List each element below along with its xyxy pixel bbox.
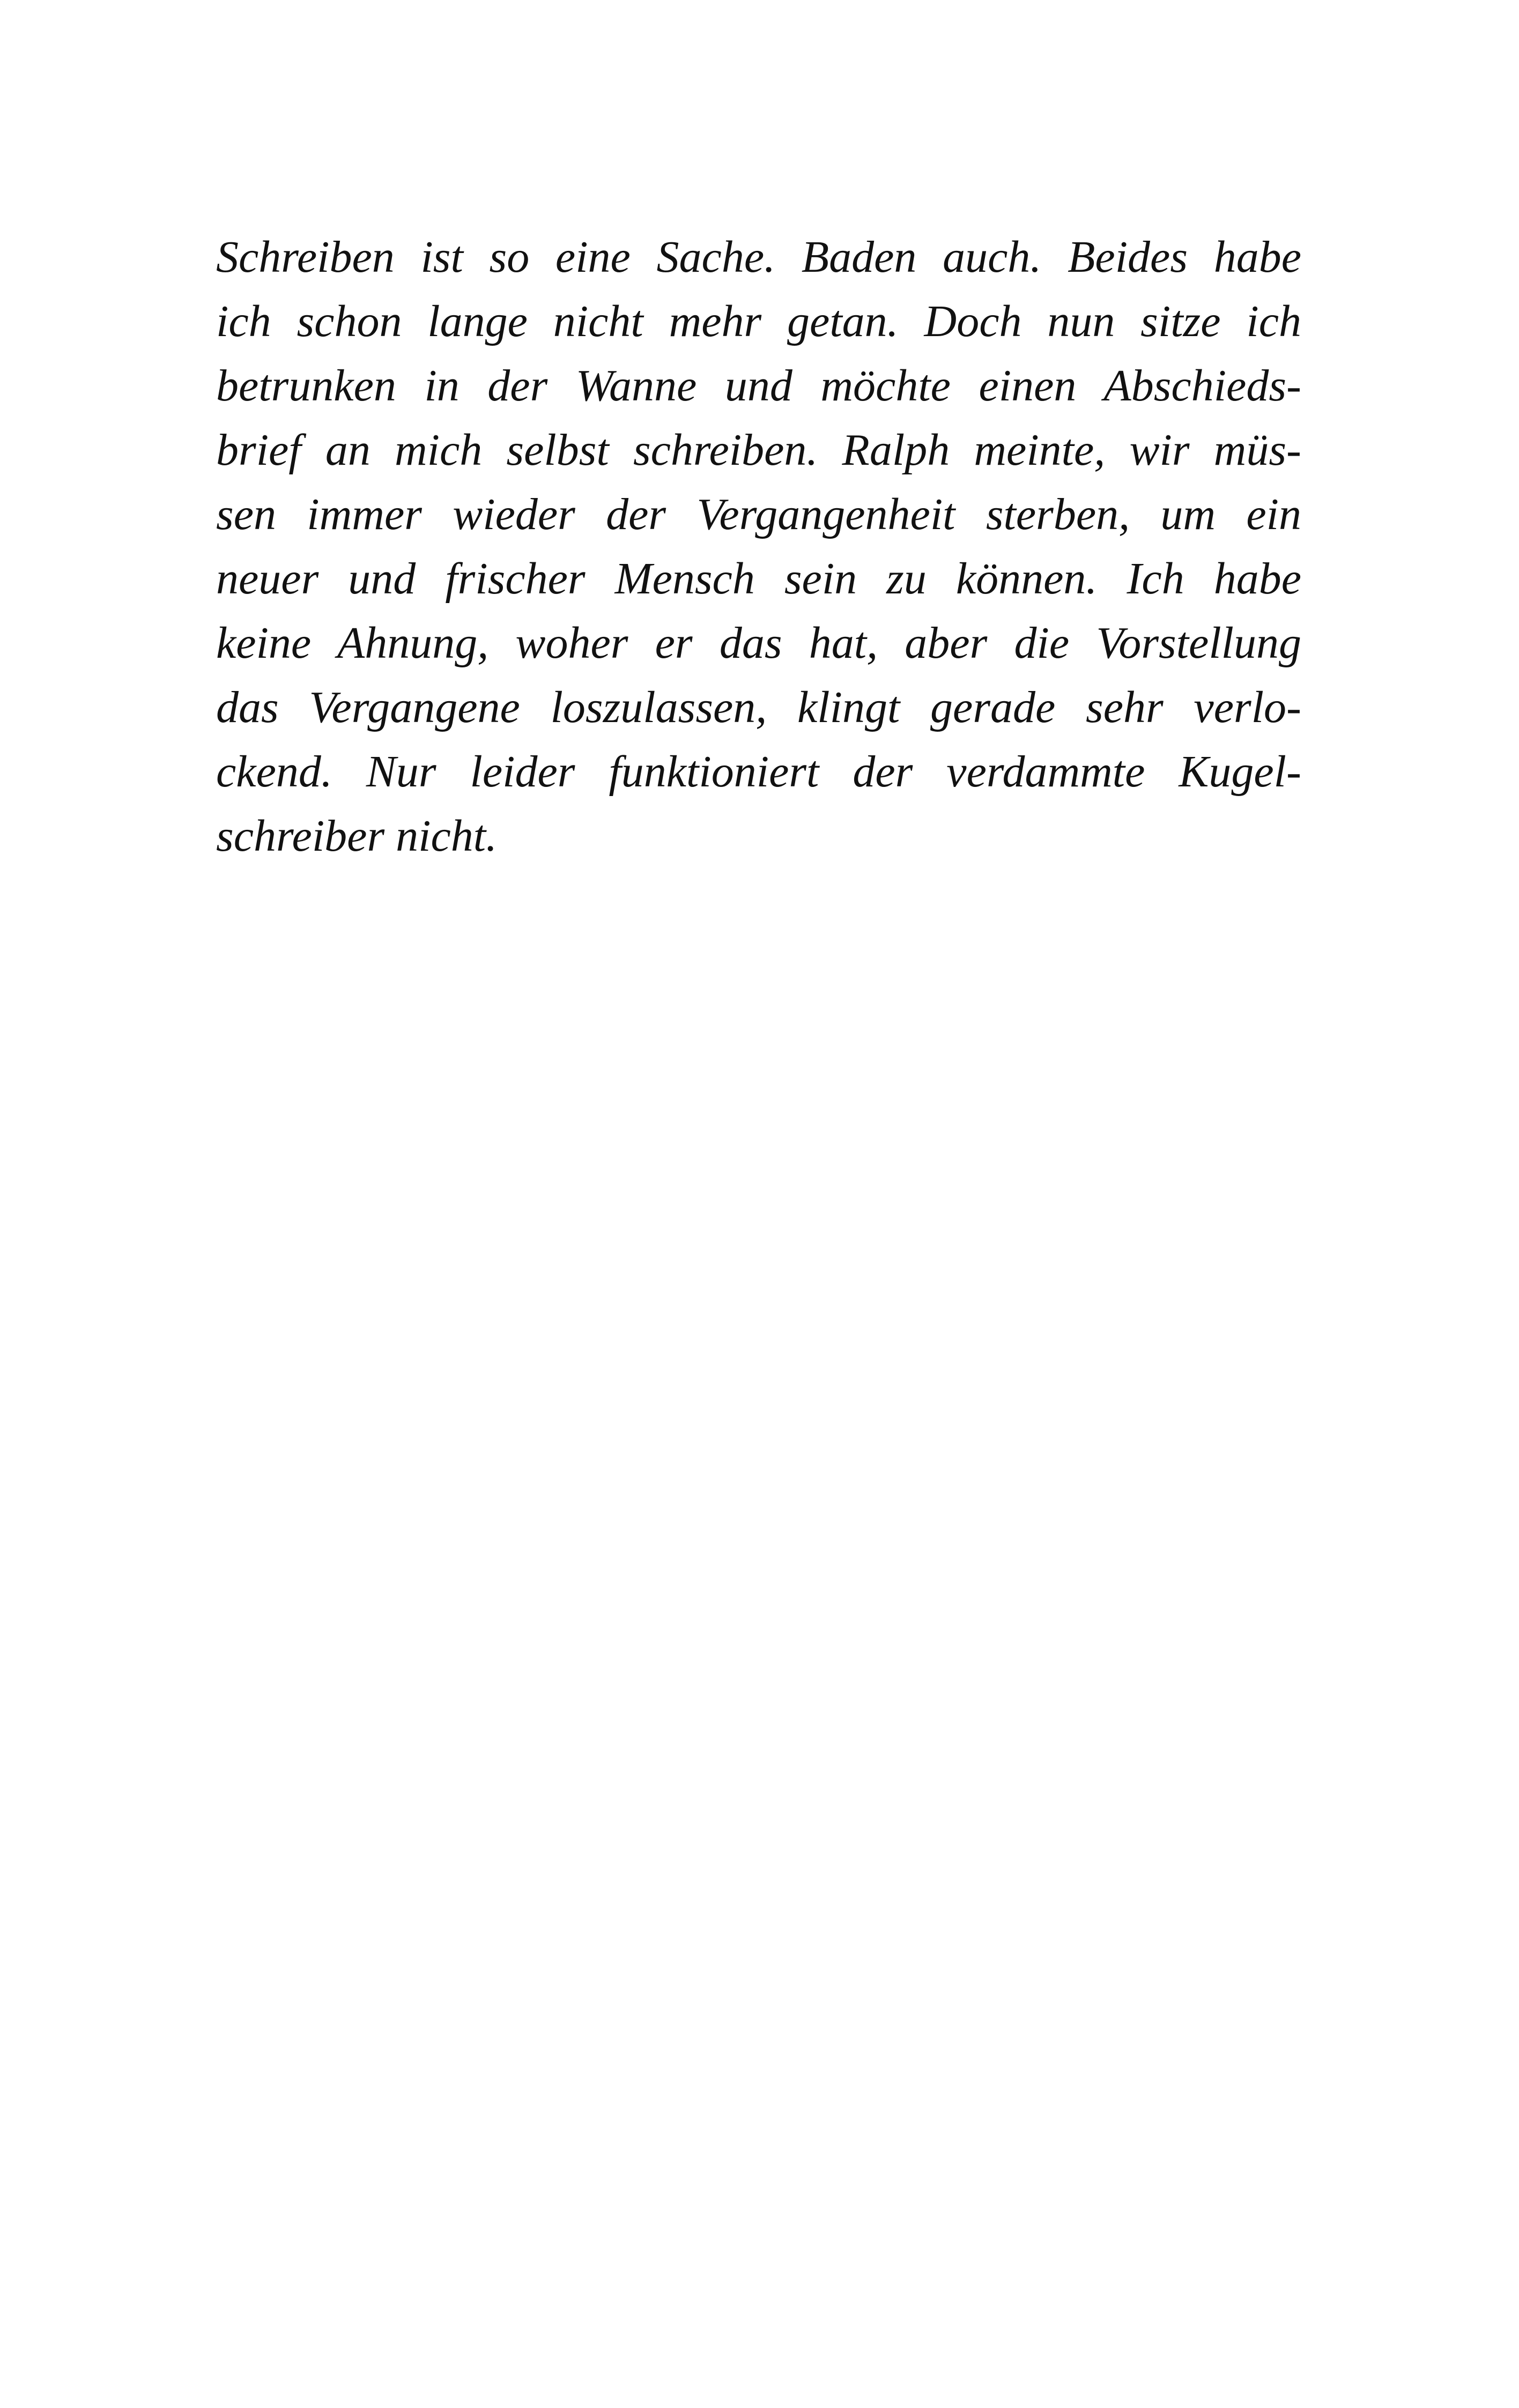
text-line: keine Ahnung, woher er das hat, aber die Vorstellung [216, 618, 1301, 668]
text-line: das Vergangene loszulassen, klingt gerade sehr verlo- [216, 682, 1301, 732]
text-line: schreiber nicht. [216, 811, 498, 861]
body-paragraph [216, 225, 1301, 868]
text-line: brief an mich selbst schreiben. Ralph meinte, wir müs- [216, 425, 1301, 475]
text-line: ckend. Nur leider funktioniert der verdammte Kugel- [216, 747, 1301, 797]
text-line: neuer und frischer Mensch sein zu können. Ich habe [216, 554, 1301, 604]
text-line: ich schon lange nicht mehr getan. Doch nun sitze ich [216, 296, 1301, 346]
text-line: betrunken in der Wanne und möchte einen Abschieds- [216, 361, 1301, 411]
text-line: sen immer wieder der Vergangenheit sterben, um ein [216, 489, 1301, 539]
text-line: Schreiben ist so eine Sache. Baden auch. Beides habe [216, 232, 1301, 282]
